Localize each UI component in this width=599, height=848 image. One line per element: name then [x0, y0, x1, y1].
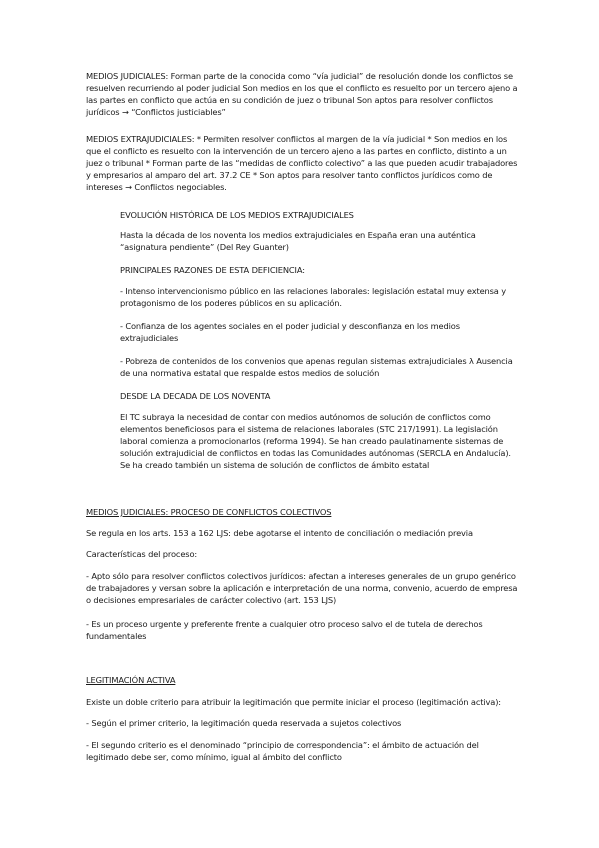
legitimacion-paragraph-2: - Según el primer criterio, la legitimación queda reservada a sujetos colectivos [86, 718, 402, 728]
razon-3: - Pobreza de contenidos de los convenios que apenas regulan sistemas extrajudiciales λ Ausencia de una normativa estatal que respalde estos medios de solución [120, 356, 513, 378]
razon-1: - Intenso intervencionismo público en las relaciones laborales: legislación estatal muy extensa y protagonismo de los poderes públicos en su aplicación. [120, 286, 506, 308]
proceso-paragraph-1: Se regula en los arts. 153 a 162 LJS: debe agotarse el intento de conciliación o mediación previa [86, 528, 473, 538]
proceso-paragraph-2: Características del proceso: [86, 549, 198, 559]
medios-extrajudiciales-paragraph: MEDIOS EXTRAJUDICIALES: * Permiten resolver conflictos al margen de la vía judicial * Son medios en los que el conflicto es resuelto con la intervención de un tercero ajeno a las partes en conflicto, distinto a un juez o tribunal * Forman parte de las “medidas de conflicto colectivo” a las que pueden acudir trabajadores y empresarios al amparo del art. 37.2 CE * Son aptos para resolver tanto conflictos jurídicos como de intereses → Conflictos negociables. [86, 134, 518, 192]
proceso-heading: MEDIOS JUDICIALES: PROCESO DE CONFLICTOS COLECTIVOS [86, 507, 332, 517]
tc-paragraph: El TC subraya la necesidad de contar con medios autónomos de solución de conflictos como elementos beneficiosos para el sistema de relaciones laborales (STC 217/1991). La legislación laboral comienza a promocionarlos (reforma 1994). Se han creado paulatinamente sistemas de solución extrajudicial de conflictos en todas las Comunidades autónomas (SERCLA en Andalucía). Se ha creado también un sistema de solución de conflictos de ámbito estatal [120, 412, 511, 470]
evolucion-heading: EVOLUCIÓN HISTÓRICA DE LOS MEDIOS EXTRAJUDICIALES [120, 210, 354, 220]
evolucion-paragraph: Hasta la década de los noventa los medios extrajudiciales en España eran una auténtica “asignatura pendiente” (Del Rey Guanter) [120, 230, 476, 252]
legitimacion-paragraph-1: Existe un doble criterio para atribuir la legitimación que permite iniciar el proceso (legitimación activa): [86, 697, 501, 707]
medios-judiciales-paragraph: MEDIOS JUDICIALES: Forman parte de la conocida como “vía judicial” de resolución donde los conflictos se resuelven recurriendo al poder judicial Son medios en los que el conflicto es resuelto por un tercero ajeno a las partes en conflicto que actúa en su condición de juez o tribunal Son aptos para resolver conflictos jurídicos → “Conflictos justiciables” [86, 71, 518, 117]
razon-2: - Confianza de los agentes sociales en el poder judicial y desconfianza en los medios extrajudiciales [120, 321, 460, 343]
legitimacion-heading: LEGITIMACIÓN ACTIVA [86, 675, 176, 685]
proceso-paragraph-4: - Es un proceso urgente y preferente frente a cualquier otro proceso salvo el de tutela de derechos fundamentales [86, 619, 483, 641]
desde-heading: DESDE LA DECADA DE LOS NOVENTA [120, 391, 271, 401]
legitimacion-paragraph-3: - El segundo criterio es el denominado “principio de correspondencia”: el ámbito de actuación del legitimado debe ser, como mínimo, igual al ámbito del conflicto [86, 740, 479, 762]
proceso-paragraph-3: - Apto sólo para resolver conflictos colectivos jurídicos: afectan a intereses generales de un grupo genérico de trabajadores y versan sobre la aplicación e interpretación de una norma, convenio, acuerdo de empresa o decisiones empresariales de carácter colectivo (art. 153 LJS) [86, 571, 518, 605]
razones-heading: PRINCIPALES RAZONES DE ESTA DEFICIENCIA: [120, 265, 305, 275]
